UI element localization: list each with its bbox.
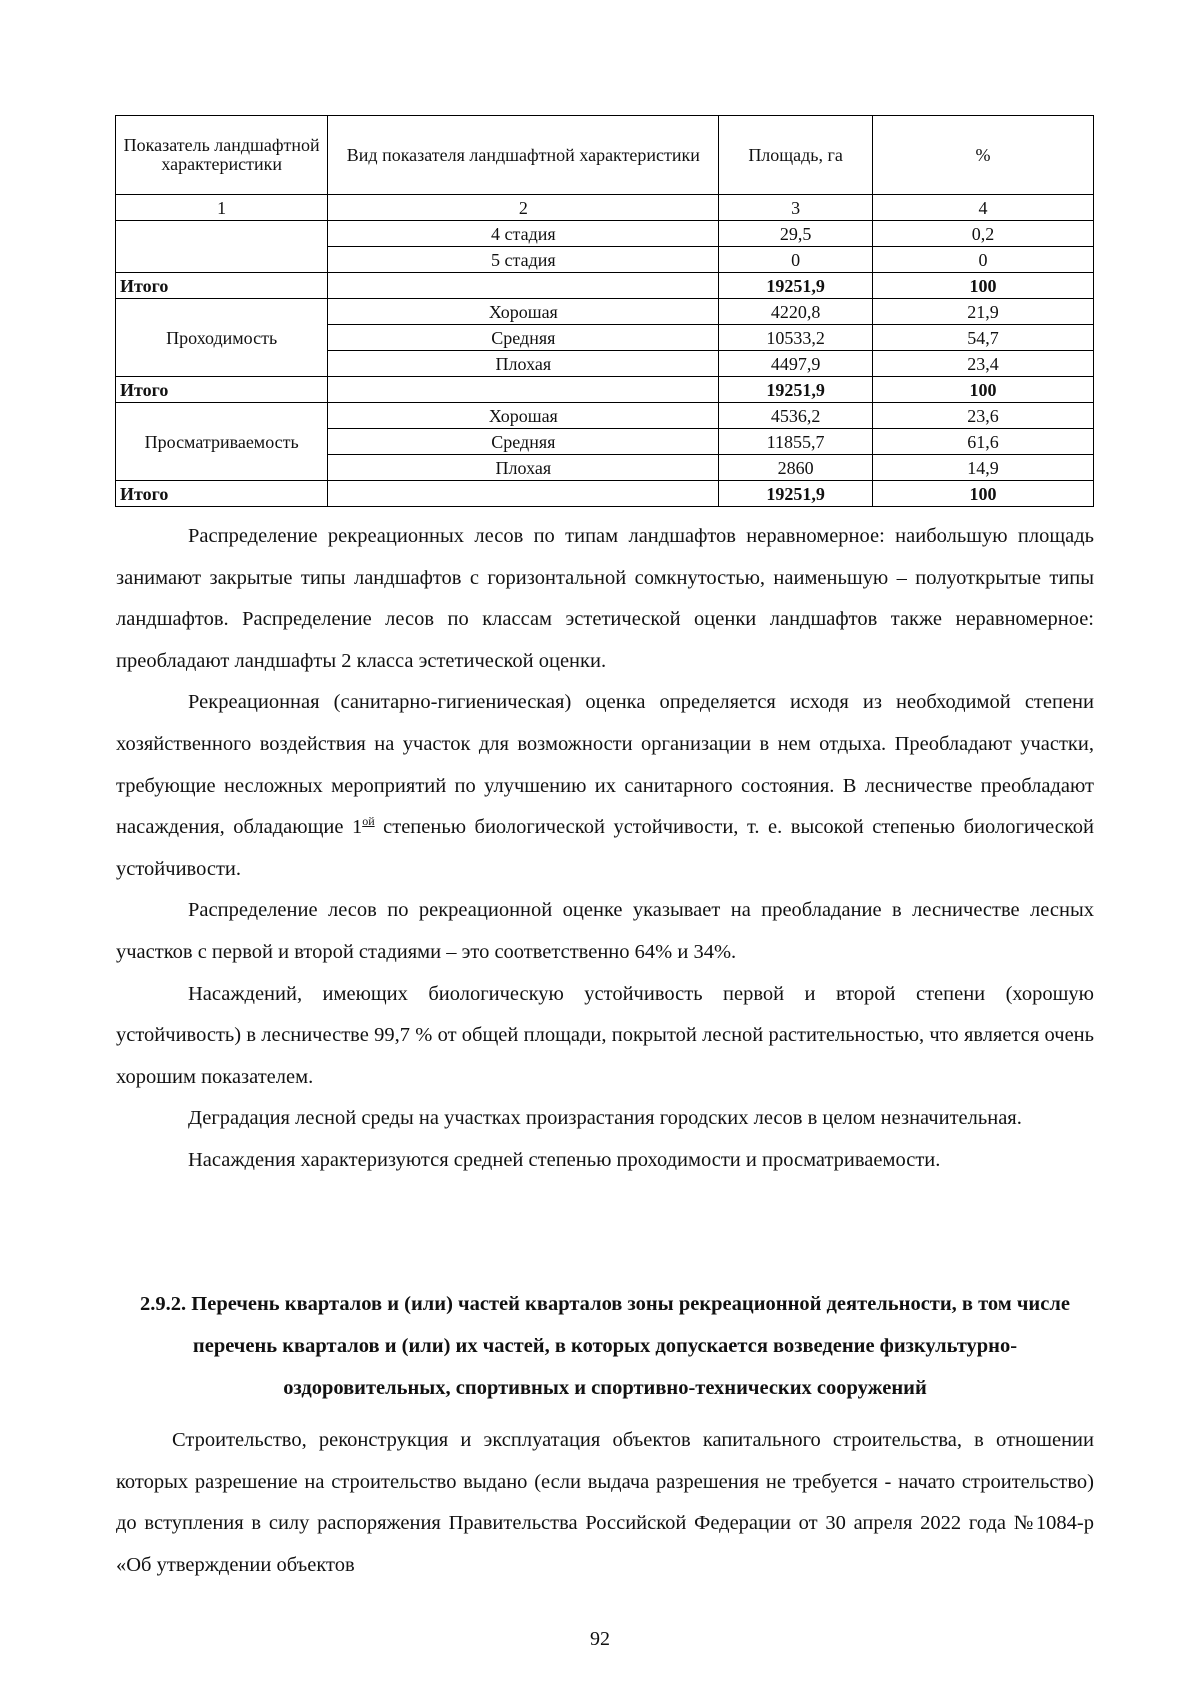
cell-area: 4220,8 <box>719 299 873 325</box>
cell-area: 10533,2 <box>719 325 873 351</box>
cell-percent: 0,2 <box>872 221 1093 247</box>
paragraph <box>116 682 1094 890</box>
cell-area: 2860 <box>719 455 873 481</box>
passability-label: Проходимость <box>116 299 328 377</box>
total-row <box>116 377 1094 403</box>
page-number: 92 <box>590 1628 610 1650</box>
column-number: 2 <box>328 195 719 221</box>
cell-area: 29,5 <box>719 221 873 247</box>
cell-percent: 14,9 <box>872 455 1093 481</box>
cell-percent: 23,4 <box>872 351 1093 377</box>
paragraph-text: Рекреационная (санитарно-гигиеническая) оценка определяется исходя из необходимой степени хозяйственного воздействия на участок для возможности организации в нем отдыха. Преобладают участки, требующие несложных мероприятий по улучшению их санитарного состояния. В лесничестве преобладают насаждения, обладающие 1 <box>116 691 1094 839</box>
column-number: 3 <box>719 195 873 221</box>
total-percent: 100 <box>872 377 1093 403</box>
total-area: 19251,9 <box>719 377 873 403</box>
empty-cell <box>328 377 719 403</box>
landscape-table <box>115 115 1094 507</box>
body-text-continued <box>116 1420 1094 1586</box>
cell-type: 4 стадия <box>328 221 719 247</box>
visibility-label: Просматриваемость <box>116 403 328 481</box>
paragraph: Насаждения характеризуются средней степенью проходимости и просматриваемости. <box>188 1148 941 1171</box>
total-percent: 100 <box>872 273 1093 299</box>
cell-percent: 23,6 <box>872 403 1093 429</box>
cell-percent: 54,7 <box>872 325 1093 351</box>
total-row <box>116 481 1094 507</box>
empty-cell <box>116 221 328 273</box>
paragraph: Распределение лесов по рекреационной оценке указывает на преобладание в лесничестве лесных участков с первой и второй стадиями – это соответственно 64% и 34%. <box>116 899 1094 963</box>
total-label: Итого <box>116 273 328 299</box>
column-number: 4 <box>872 195 1093 221</box>
total-label: Итого <box>116 481 328 507</box>
cell-type: Хорошая <box>328 403 719 429</box>
section-heading: 2.9.2. Перечень кварталов и (или) частей кварталов зоны рекреационной деятельности, в том числе перечень кварталов и (или) их частей, в которых допускается возведение физкультурно-оздоровительных, спортивных и спортивно-технических сооружений <box>140 1293 1070 1399</box>
body-text <box>116 516 1094 1182</box>
total-area: 19251,9 <box>719 273 873 299</box>
header-indicator-type: Вид показателя ландшафтной характеристики <box>328 116 719 195</box>
table-row <box>116 403 1094 429</box>
cell-type: Хорошая <box>328 299 719 325</box>
header-indicator: Показатель ландшафтной характеристики <box>116 116 328 195</box>
cell-area: 4536,2 <box>719 403 873 429</box>
superscript: ой <box>362 814 375 829</box>
column-number: 1 <box>116 195 328 221</box>
empty-cell <box>328 273 719 299</box>
table-row <box>116 221 1094 247</box>
empty-cell <box>328 481 719 507</box>
total-percent: 100 <box>872 481 1093 507</box>
cell-percent: 61,6 <box>872 429 1093 455</box>
total-area: 19251,9 <box>719 481 873 507</box>
total-row <box>116 273 1094 299</box>
cell-area: 11855,7 <box>719 429 873 455</box>
column-numbers-row <box>116 195 1094 221</box>
cell-type: Плохая <box>328 351 719 377</box>
paragraph-text: степенью биологической устойчивости, т. е. высокой степенью биологической устойчивости. <box>116 816 1095 880</box>
cell-area: 0 <box>719 247 873 273</box>
cell-area: 4497,9 <box>719 351 873 377</box>
header-percent: % <box>872 116 1093 195</box>
cell-percent: 0 <box>872 247 1093 273</box>
cell-type: Средняя <box>328 325 719 351</box>
paragraph: Насаждений, имеющих биологическую устойчивость первой и второй степени (хорошую устойчивость) в лесничестве 99,7 % от общей площади, покрытой лесной растительностью, что является очень хорошим показателем. <box>116 982 1094 1088</box>
paragraph: Строительство, реконструкция и эксплуатация объектов капитального строительства, в отношении которых разрешение на строительство выдано (если выдача разрешения не требуется - начато строительство) до вступления в силу распоряжения Правительства Российской Федерации от 30 апреля 2022 года №1084-р «Об утверждении объектов <box>116 1429 1094 1576</box>
table-header-row <box>116 116 1094 195</box>
paragraph: Деградация лесной среды на участках произрастания городских лесов в целом незначительная. <box>188 1107 1022 1130</box>
cell-percent: 21,9 <box>872 299 1093 325</box>
header-area: Площадь, га <box>719 116 873 195</box>
cell-type: Средняя <box>328 429 719 455</box>
table-row <box>116 299 1094 325</box>
total-label: Итого <box>116 377 328 403</box>
cell-type: 5 стадия <box>328 247 719 273</box>
paragraph: Распределение рекреационных лесов по типам ландшафтов неравномерное: наибольшую площадь занимают закрытые типы ландшафтов с горизонтальной сомкнутостью, наименьшую – полуоткрытые типы ландшафтов. Распределение лесов по классам эстетической оценки ландшафтов также неравномерное: преобладают ландшафты 2 класса эстетической оценки. <box>116 525 1094 672</box>
cell-type: Плохая <box>328 455 719 481</box>
